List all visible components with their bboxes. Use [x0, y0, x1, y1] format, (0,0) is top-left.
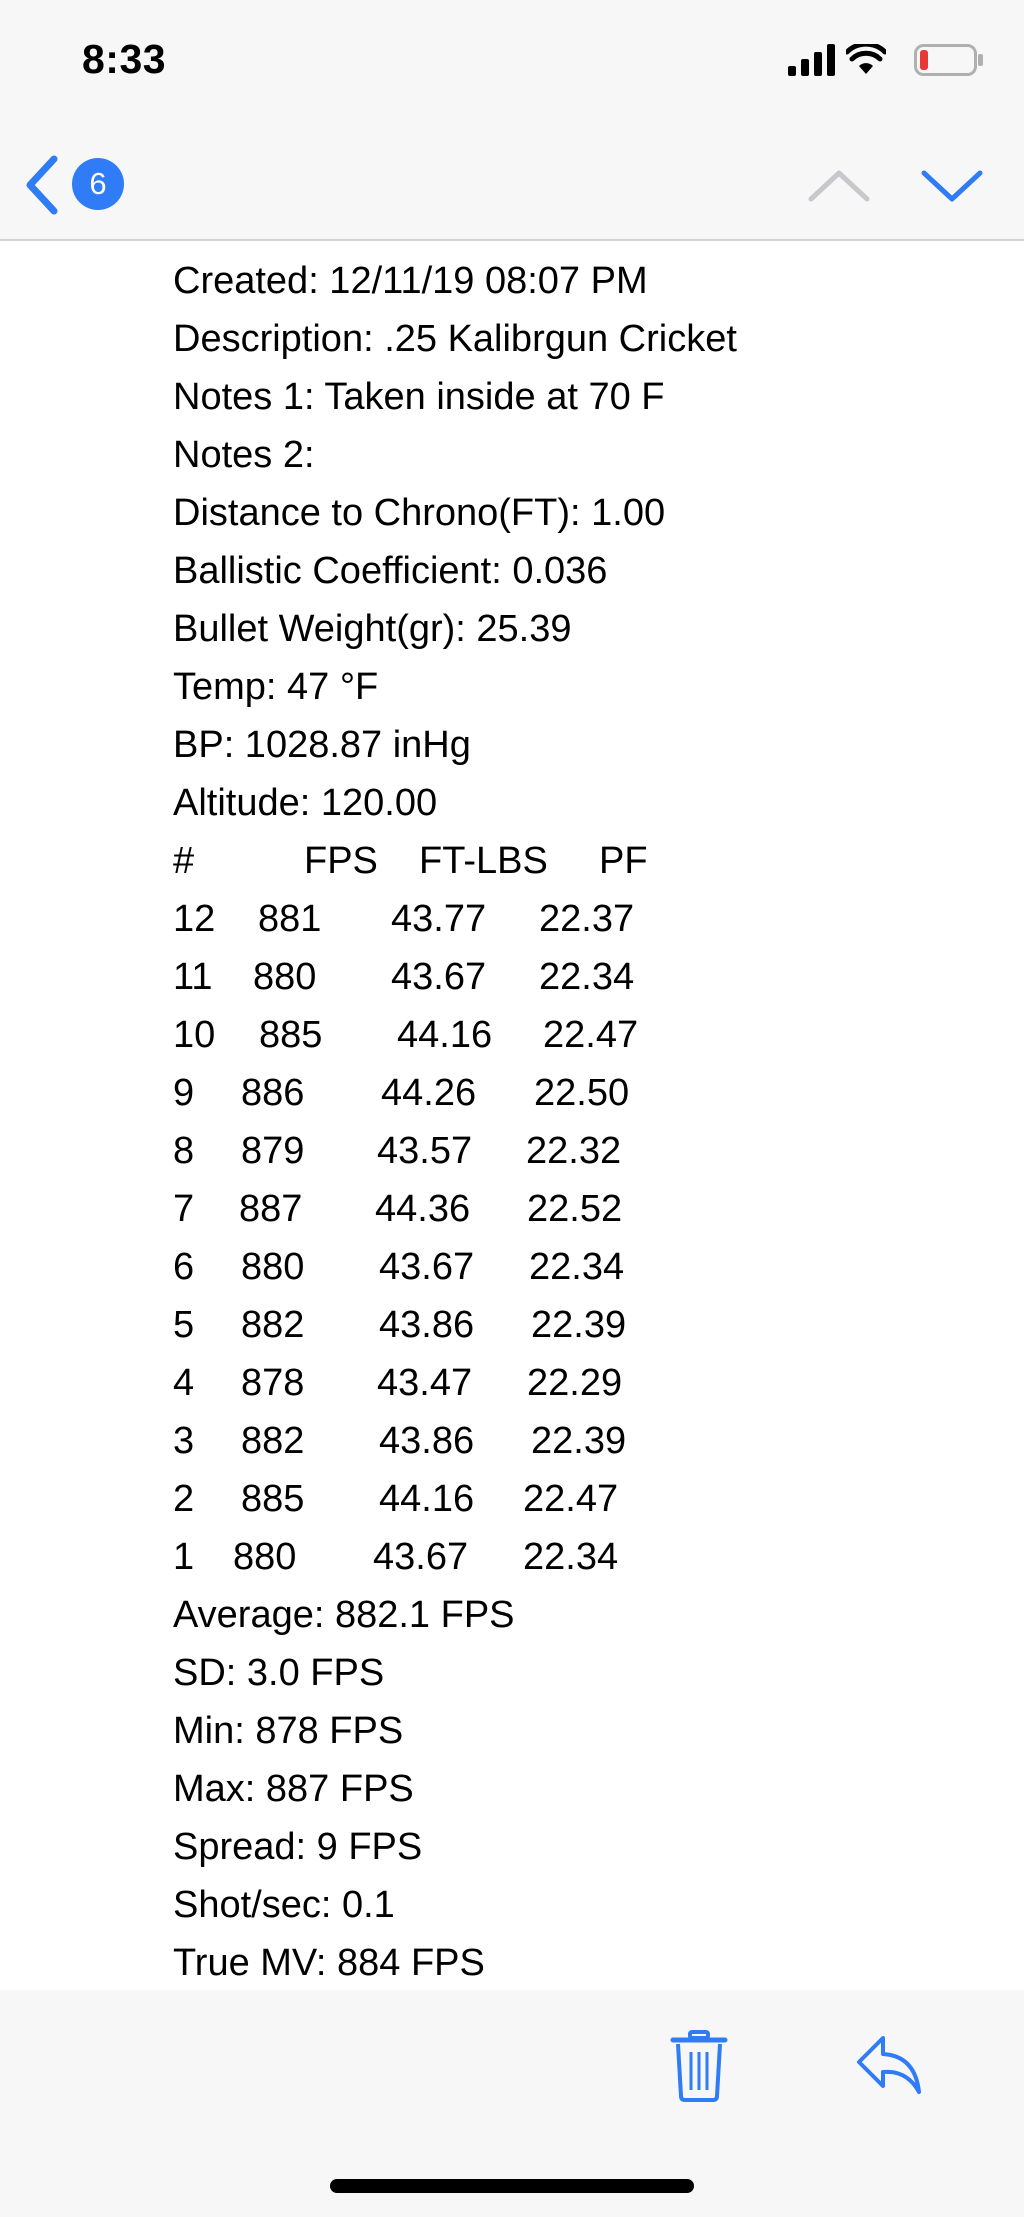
previous-message-button[interactable] [805, 155, 873, 215]
table-row [173, 1528, 993, 1586]
shot-pf: 22.29 [527, 1362, 623, 1404]
unread-count-badge: 6 [72, 158, 124, 210]
shots-per-sec-line: Shot/sec: 0.1 [173, 1884, 395, 1926]
header-pf: PF [599, 840, 648, 882]
mail-navigation-bar [0, 125, 1024, 241]
shot-ftlbs: 43.57 [377, 1130, 473, 1172]
email-body [173, 252, 993, 1992]
shot-ftlbs: 43.67 [379, 1246, 475, 1288]
trash-icon [670, 2030, 728, 2102]
shot-pf: 22.34 [523, 1536, 619, 1578]
shot-ftlbs: 44.36 [375, 1188, 471, 1230]
wifi-icon [846, 44, 886, 76]
shot-fps: 881 [258, 898, 322, 940]
ballistic-coefficient-line: Ballistic Coefficient: 0.036 [173, 550, 608, 592]
header-fps: FPS [304, 840, 378, 882]
status-time: 8:33 [82, 36, 167, 82]
table-row [173, 1296, 993, 1354]
shot-table-header [173, 832, 993, 890]
reply-button[interactable] [855, 2034, 923, 2101]
home-indicator [330, 2179, 694, 2193]
table-row [173, 1412, 993, 1470]
reply-icon [855, 2034, 923, 2096]
shot-pf: 22.37 [539, 898, 635, 940]
shot-num: 10 [173, 1014, 216, 1056]
shot-fps: 882 [241, 1304, 305, 1346]
shot-fps: 879 [241, 1130, 305, 1172]
shot-num: 4 [173, 1362, 195, 1404]
shot-fps: 887 [239, 1188, 303, 1230]
shot-fps: 880 [241, 1246, 305, 1288]
shot-ftlbs: 44.16 [379, 1478, 475, 1520]
shot-fps: 882 [241, 1420, 305, 1462]
altitude-line: Altitude: 120.00 [173, 782, 438, 824]
shot-fps: 885 [241, 1478, 305, 1520]
chevron-up-icon [805, 155, 873, 215]
shot-pf: 22.52 [527, 1188, 623, 1230]
shot-num: 12 [173, 898, 216, 940]
created-line: Created: 12/11/19 08:07 PM [173, 260, 648, 302]
shot-num: 2 [173, 1478, 195, 1520]
shot-num: 6 [173, 1246, 195, 1288]
table-row [173, 948, 993, 1006]
shot-ftlbs: 43.67 [373, 1536, 469, 1578]
true-mv-line: True MV: 884 FPS [173, 1942, 485, 1984]
shot-pf: 22.39 [531, 1420, 627, 1462]
table-row [173, 1180, 993, 1238]
description-line: Description: .25 Kalibrgun Cricket [173, 318, 737, 360]
table-row [173, 1354, 993, 1412]
shot-ftlbs: 43.77 [391, 898, 487, 940]
average-line: Average: 882.1 FPS [173, 1594, 515, 1636]
table-row [173, 1238, 993, 1296]
bullet-weight-line: Bullet Weight(gr): 25.39 [173, 608, 572, 650]
shot-fps: 880 [253, 956, 317, 998]
pressure-line: BP: 1028.87 inHg [173, 724, 471, 766]
shot-pf: 22.32 [526, 1130, 622, 1172]
shot-ftlbs: 44.16 [397, 1014, 493, 1056]
shot-fps: 886 [241, 1072, 305, 1114]
shot-num: 11 [173, 956, 213, 998]
header-ftlbs: FT-LBS [419, 840, 548, 882]
table-row [173, 1006, 993, 1064]
shot-num: 7 [173, 1188, 195, 1230]
shot-ftlbs: 43.47 [377, 1362, 473, 1404]
battery-icon [914, 44, 984, 76]
shot-pf: 22.39 [531, 1304, 627, 1346]
distance-line: Distance to Chrono(FT): 1.00 [173, 492, 666, 534]
shot-pf: 22.34 [529, 1246, 625, 1288]
temp-line: Temp: 47 °F [173, 666, 379, 708]
max-line: Max: 887 FPS [173, 1768, 414, 1810]
table-row [173, 1470, 993, 1528]
notes1-line: Notes 1: Taken inside at 70 F [173, 376, 665, 418]
shot-pf: 22.47 [543, 1014, 639, 1056]
min-line: Min: 878 FPS [173, 1710, 404, 1752]
status-bar [0, 0, 1024, 125]
shot-ftlbs: 43.86 [379, 1420, 475, 1462]
shot-pf: 22.47 [523, 1478, 619, 1520]
shot-num: 9 [173, 1072, 195, 1114]
sd-line: SD: 3.0 FPS [173, 1652, 385, 1694]
trash-button[interactable] [670, 2030, 728, 2107]
notes2-line: Notes 2: [173, 434, 315, 476]
chevron-left-icon [22, 155, 62, 215]
header-num: # [173, 840, 195, 882]
shot-ftlbs: 44.26 [381, 1072, 477, 1114]
table-row [173, 1064, 993, 1122]
shot-ftlbs: 43.86 [379, 1304, 475, 1346]
shot-fps: 880 [233, 1536, 297, 1578]
shot-num: 8 [173, 1130, 195, 1172]
signal-icon [788, 44, 838, 76]
shot-num: 3 [173, 1420, 195, 1462]
shot-pf: 22.34 [539, 956, 635, 998]
shot-ftlbs: 43.67 [391, 956, 487, 998]
shot-fps: 885 [259, 1014, 323, 1056]
spread-line: Spread: 9 FPS [173, 1826, 423, 1868]
table-row [173, 890, 993, 948]
next-message-button[interactable] [918, 155, 986, 215]
table-row [173, 1122, 993, 1180]
shot-num: 1 [173, 1536, 195, 1578]
back-button[interactable] [20, 153, 132, 217]
shot-pf: 22.50 [534, 1072, 630, 1114]
chevron-down-icon [918, 155, 986, 215]
shot-num: 5 [173, 1304, 195, 1346]
shot-fps: 878 [241, 1362, 305, 1404]
